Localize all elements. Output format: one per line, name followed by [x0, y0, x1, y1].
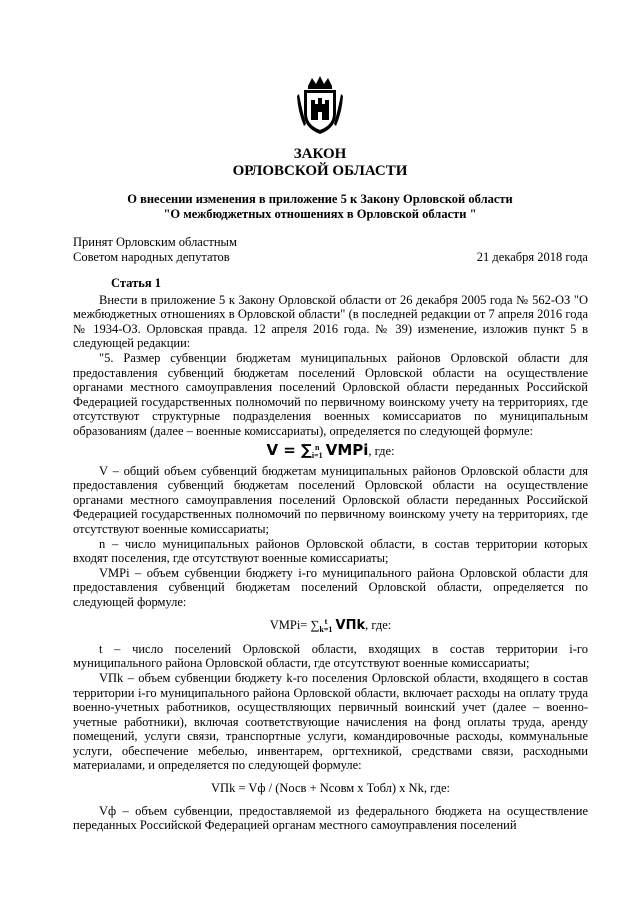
subtitle-line-1: О внесении изменения в приложение 5 к Закону Орловской области [127, 192, 513, 206]
paragraph: VПk – объем субвенции бюджету k-го поселения Орловской области, входящего в состав территории i-го муниципального района Орловской области, включает расходы на оплату труда военно-учетных работников, осуществляющих первичный воинский учет (далее – военно-учетные работники), включая соответствующие начисления на фонд оплаты труда, аренду помещений, услуги связи, транспортные услуги, командировочные расходы, коммунальные услуги, обеспечение мебелью, инвентарем, оргтехникой, средствами связи, расходными материалами, и определяется по следующей формуле: [73, 670, 588, 773]
adopted-by [73, 235, 237, 265]
document-body [73, 276, 588, 833]
formula-vmpi [73, 618, 588, 634]
formula-v [73, 440, 588, 460]
region-title: ОРЛОВСКОЙ ОБЛАСТИ [232, 163, 408, 179]
coat-of-arms-icon [296, 74, 344, 136]
adopted-line-2: Советом народных депутатов [73, 250, 230, 264]
paragraph: n – число муниципальных районов Орловской области, в состав территории которых входят поселения, где отсутствуют военные комиссариаты; [73, 536, 588, 566]
paragraph: t – число поселений Орловской области, входящих в состав территории i-го муниципального района Орловской области, где отсутствуют военные комиссариаты; [73, 641, 588, 671]
paragraph: V – общий объем субвенций бюджетам муниципальных районов Орловской области для предоставления субвенций бюджетам поселений Орловской области на осуществление органами местного самоуправления поселений Орловской области переданных Российской Федерацией государственных полномочий по первичному воинскому учету на территориях, где отсутствуют военные комиссариаты; [73, 463, 588, 537]
paragraph: Внести в приложение 5 к Закону Орловской области от 26 декабря 2005 года № 562-ОЗ "О межбюджетных отношениях в Орловской области" (в последней редакции от 7 апреля 2016 года № 1934-ОЗ. Орловская правда. 12 апреля 2016 года. № 39) изменение, изложив пункт 5 в следующей редакции: [73, 292, 588, 351]
adoption-date: 21 декабря 2018 года [476, 250, 588, 264]
formula-main: V = ∑ [266, 440, 312, 459]
law-title: ЗАКОН [293, 146, 347, 162]
paragraph: VMPi – объем субвенции бюджету i-го муниципального района Орловской области для предоставления субвенций бюджетам поселений Орловской области, определяется по следующей формуле: [73, 565, 588, 609]
subtitle-line-2: "О межбюджетных отношениях в Орловской области " [163, 207, 477, 221]
formula-sub: i=1 [311, 450, 323, 460]
formula-sub: k=1 [319, 624, 333, 634]
formula-sup: t [324, 616, 328, 626]
article-title: Статья 1 [111, 276, 161, 290]
paragraph: Vф – объем субвенции, предоставляемой из федерального бюджета на осуществление переданных Российской Федерацией органам местного самоуправления поселений [73, 803, 588, 833]
formula-term: VПk [335, 617, 366, 633]
paragraph: "5. Размер субвенции бюджетам муниципальных районов Орловской области для предоставления субвенций бюджетам поселений Орловской области на осуществление органами местного самоуправления поселений Орловской области переданных Российской Федерацией государственных полномочий по первичному воинскому учету на территориях, где отсутствуют структурные подразделения военных комиссариатов по муниципальным образованиям (далее – военные комиссариаты), определяется по следующей формуле: [73, 350, 588, 438]
formula-sup: n [314, 442, 320, 452]
formula-tail: , где: [365, 617, 392, 632]
formula-tail: , где: [368, 443, 395, 458]
formula-term: VMPi [325, 440, 369, 459]
formula-main: VMPi= ∑ [269, 617, 320, 632]
adopted-line-1: Принят Орловским областным [73, 235, 237, 249]
law-subtitle [60, 192, 580, 222]
formula-vpk: VПk = Vф / (Nосв + Nсовм х Тобл) х Nk, где: [211, 781, 450, 796]
